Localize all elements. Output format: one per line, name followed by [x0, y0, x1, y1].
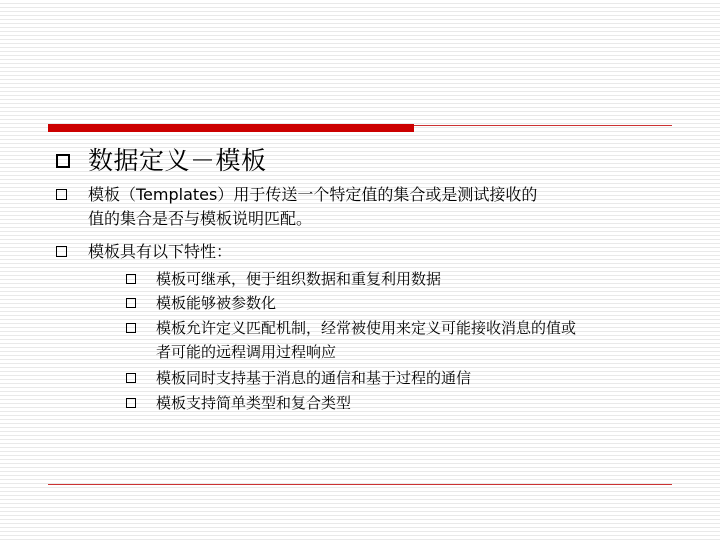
bullet-1-icon: [56, 189, 67, 200]
footer-divider-line: [48, 484, 672, 485]
subbullet-5-line-1: 模板支持简单类型和复合类型: [156, 394, 352, 412]
subbullet-1-line-1: 模板可继承，便于组织数据和重复利用数据: [156, 270, 442, 288]
subbullet-3-line-2: 者可能的远程调用过程响应: [156, 343, 337, 361]
subbullet-3-icon: [126, 323, 136, 333]
bullet-1-line-2: 值的集合是否与模板说明匹配。: [88, 209, 313, 228]
subbullet-5-icon: [126, 398, 136, 408]
subbullet-4-line-1: 模板同时支持基于消息的通信和基于过程的通信: [156, 369, 472, 387]
title-bullet-icon: [56, 154, 70, 168]
bullet-2-icon: [56, 246, 67, 257]
title-accent-bar: [48, 124, 414, 132]
bullet-2-line-1: 模板具有以下特性：: [88, 242, 233, 261]
subbullet-4-icon: [126, 373, 136, 383]
bullet-1-line-1: 模板（Templates）用于传送一个特定值的集合或是测试接收的: [88, 185, 538, 204]
subbullet-2-line-1: 模板能够被参数化: [156, 294, 277, 312]
subbullet-3-line-1: 模板允许定义匹配机制，经常被使用来定义可能接收消息的值或: [156, 319, 577, 337]
slide-title: 数据定义－模板: [88, 146, 267, 175]
title-divider-line: [414, 125, 672, 126]
subbullet-1-icon: [126, 274, 136, 284]
subbullet-2-icon: [126, 298, 136, 308]
